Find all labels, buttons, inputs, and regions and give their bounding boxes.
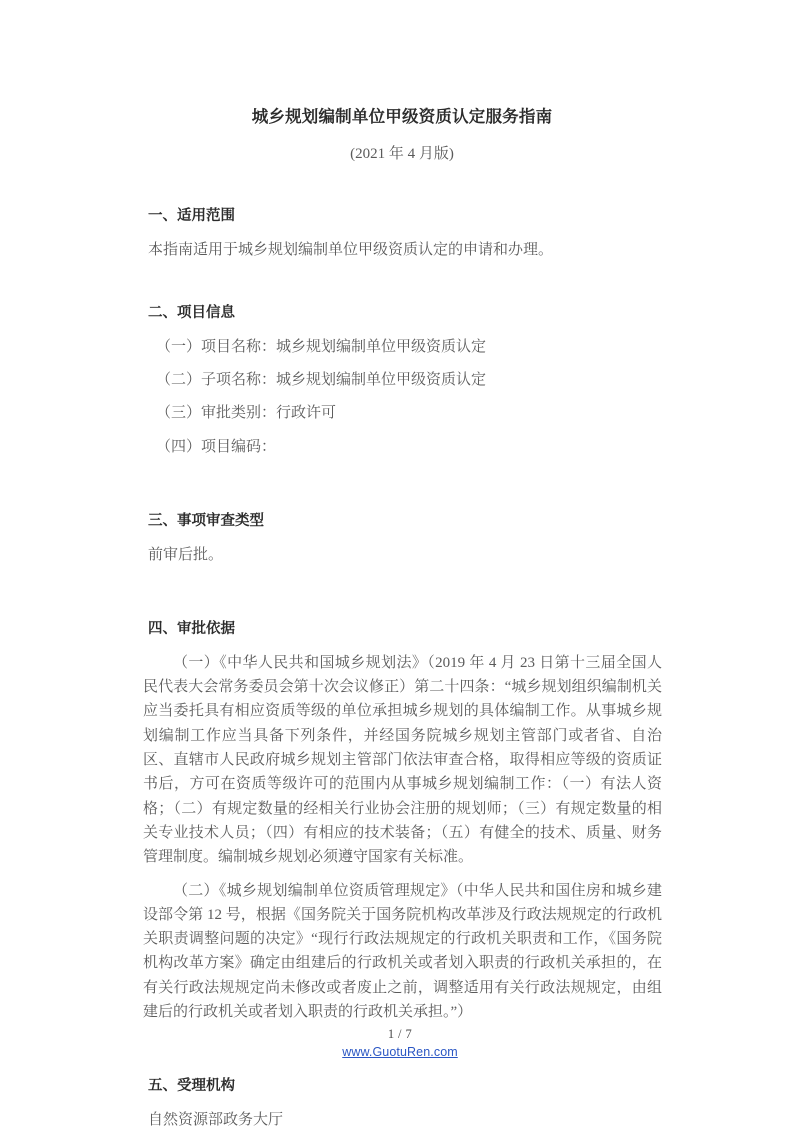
spacer (142, 567, 662, 619)
spacer (142, 262, 662, 303)
footer-link[interactable]: www.GuotuRen.com (342, 1044, 458, 1059)
spacer (142, 426, 662, 435)
spacer (142, 533, 662, 543)
section-body-scope: 本指南适用于城乡规划编制单位甲级资质认定的申请和办理。 (148, 241, 554, 258)
document-subtitle: (2021 年 4 月版) (350, 146, 454, 163)
spacer (142, 641, 662, 651)
spacer (142, 165, 662, 206)
list-item: （三）审批类别：行政许可 (156, 405, 337, 422)
legal-basis-paragraph: （二）《城乡规划编制单位资质管理规定》（中华人民共和国住房和城乡建设部令第 12 号，根据《国务院关于国务院机构改革涉及行政法规规定的行政机关职责调整问题的决定》“现行行政法规规定的行政机关职责和工作，《国务院机构改革方案》确定由组建后的行政机关或者划入职责的行政机关承担的，在有关行政法规规定尚未修改或者废止之前，调整适用有关行政法规规定，由组建后的行政机关或者划入职责的行政机关承担。”） (143, 882, 662, 1021)
legal-basis-paragraph: （一）《中华人民共和国城乡规划法》（2019 年 4 月 23 日第十三届全国人民代表大会常务委员会第十次会议修正）第二十四条：“城乡规划组织编制机关应当委托具有相应资质等级的单位承担城乡规划的具体编制工作。从事城乡规划编制工作应当具备下列条件，并经国务院城乡规划主管部门或者省、自治区、直辖市人民政府城乡规划主管部门依法审查合格，取得相应等级的资质证书后，方可在资质等级许可的范围内从事城乡规划编制工作：（一）有法人资格；（二）有规定数量的经相关行业协会注册的规划师；（三）有规定数量的相关专业技术人员；（四）有相应的技术装备；（五）有健全的技术、质量、财务管理制度。编制城乡规划必须遵守国家有关标准。 (143, 654, 662, 866)
spacer (142, 228, 662, 238)
section-heading-review-type: 三、事项审查类型 (148, 513, 264, 530)
section-heading-accepting-agency: 五、受理机构 (148, 1078, 235, 1095)
spacer (142, 359, 662, 368)
section-heading-project-info: 二、项目信息 (148, 305, 235, 322)
document-content (142, 0, 662, 1132)
page-footer (0, 1026, 800, 1061)
spacer (142, 870, 662, 879)
document-title: 城乡规划编制单位甲级资质认定服务指南 (251, 108, 553, 126)
section-heading-scope: 一、适用范围 (148, 208, 235, 225)
list-item: （四）项目编码： (156, 438, 277, 455)
spacer (142, 392, 662, 401)
spacer (142, 1098, 662, 1108)
section-heading-legal-basis: 四、审批依据 (148, 621, 235, 638)
list-item: （二）子项名称：城乡规划编制单位甲级资质认定 (156, 372, 487, 389)
list-item: （一）项目名称：城乡规划编制单位甲级资质认定 (156, 338, 487, 355)
section-body-accepting-agency: 自然资源部政务大厅 (148, 1112, 284, 1129)
spacer (142, 325, 662, 335)
page-number: 1 / 7 (387, 1027, 413, 1041)
spacer (142, 459, 662, 511)
section-body-review-type: 前审后批。 (148, 546, 224, 563)
